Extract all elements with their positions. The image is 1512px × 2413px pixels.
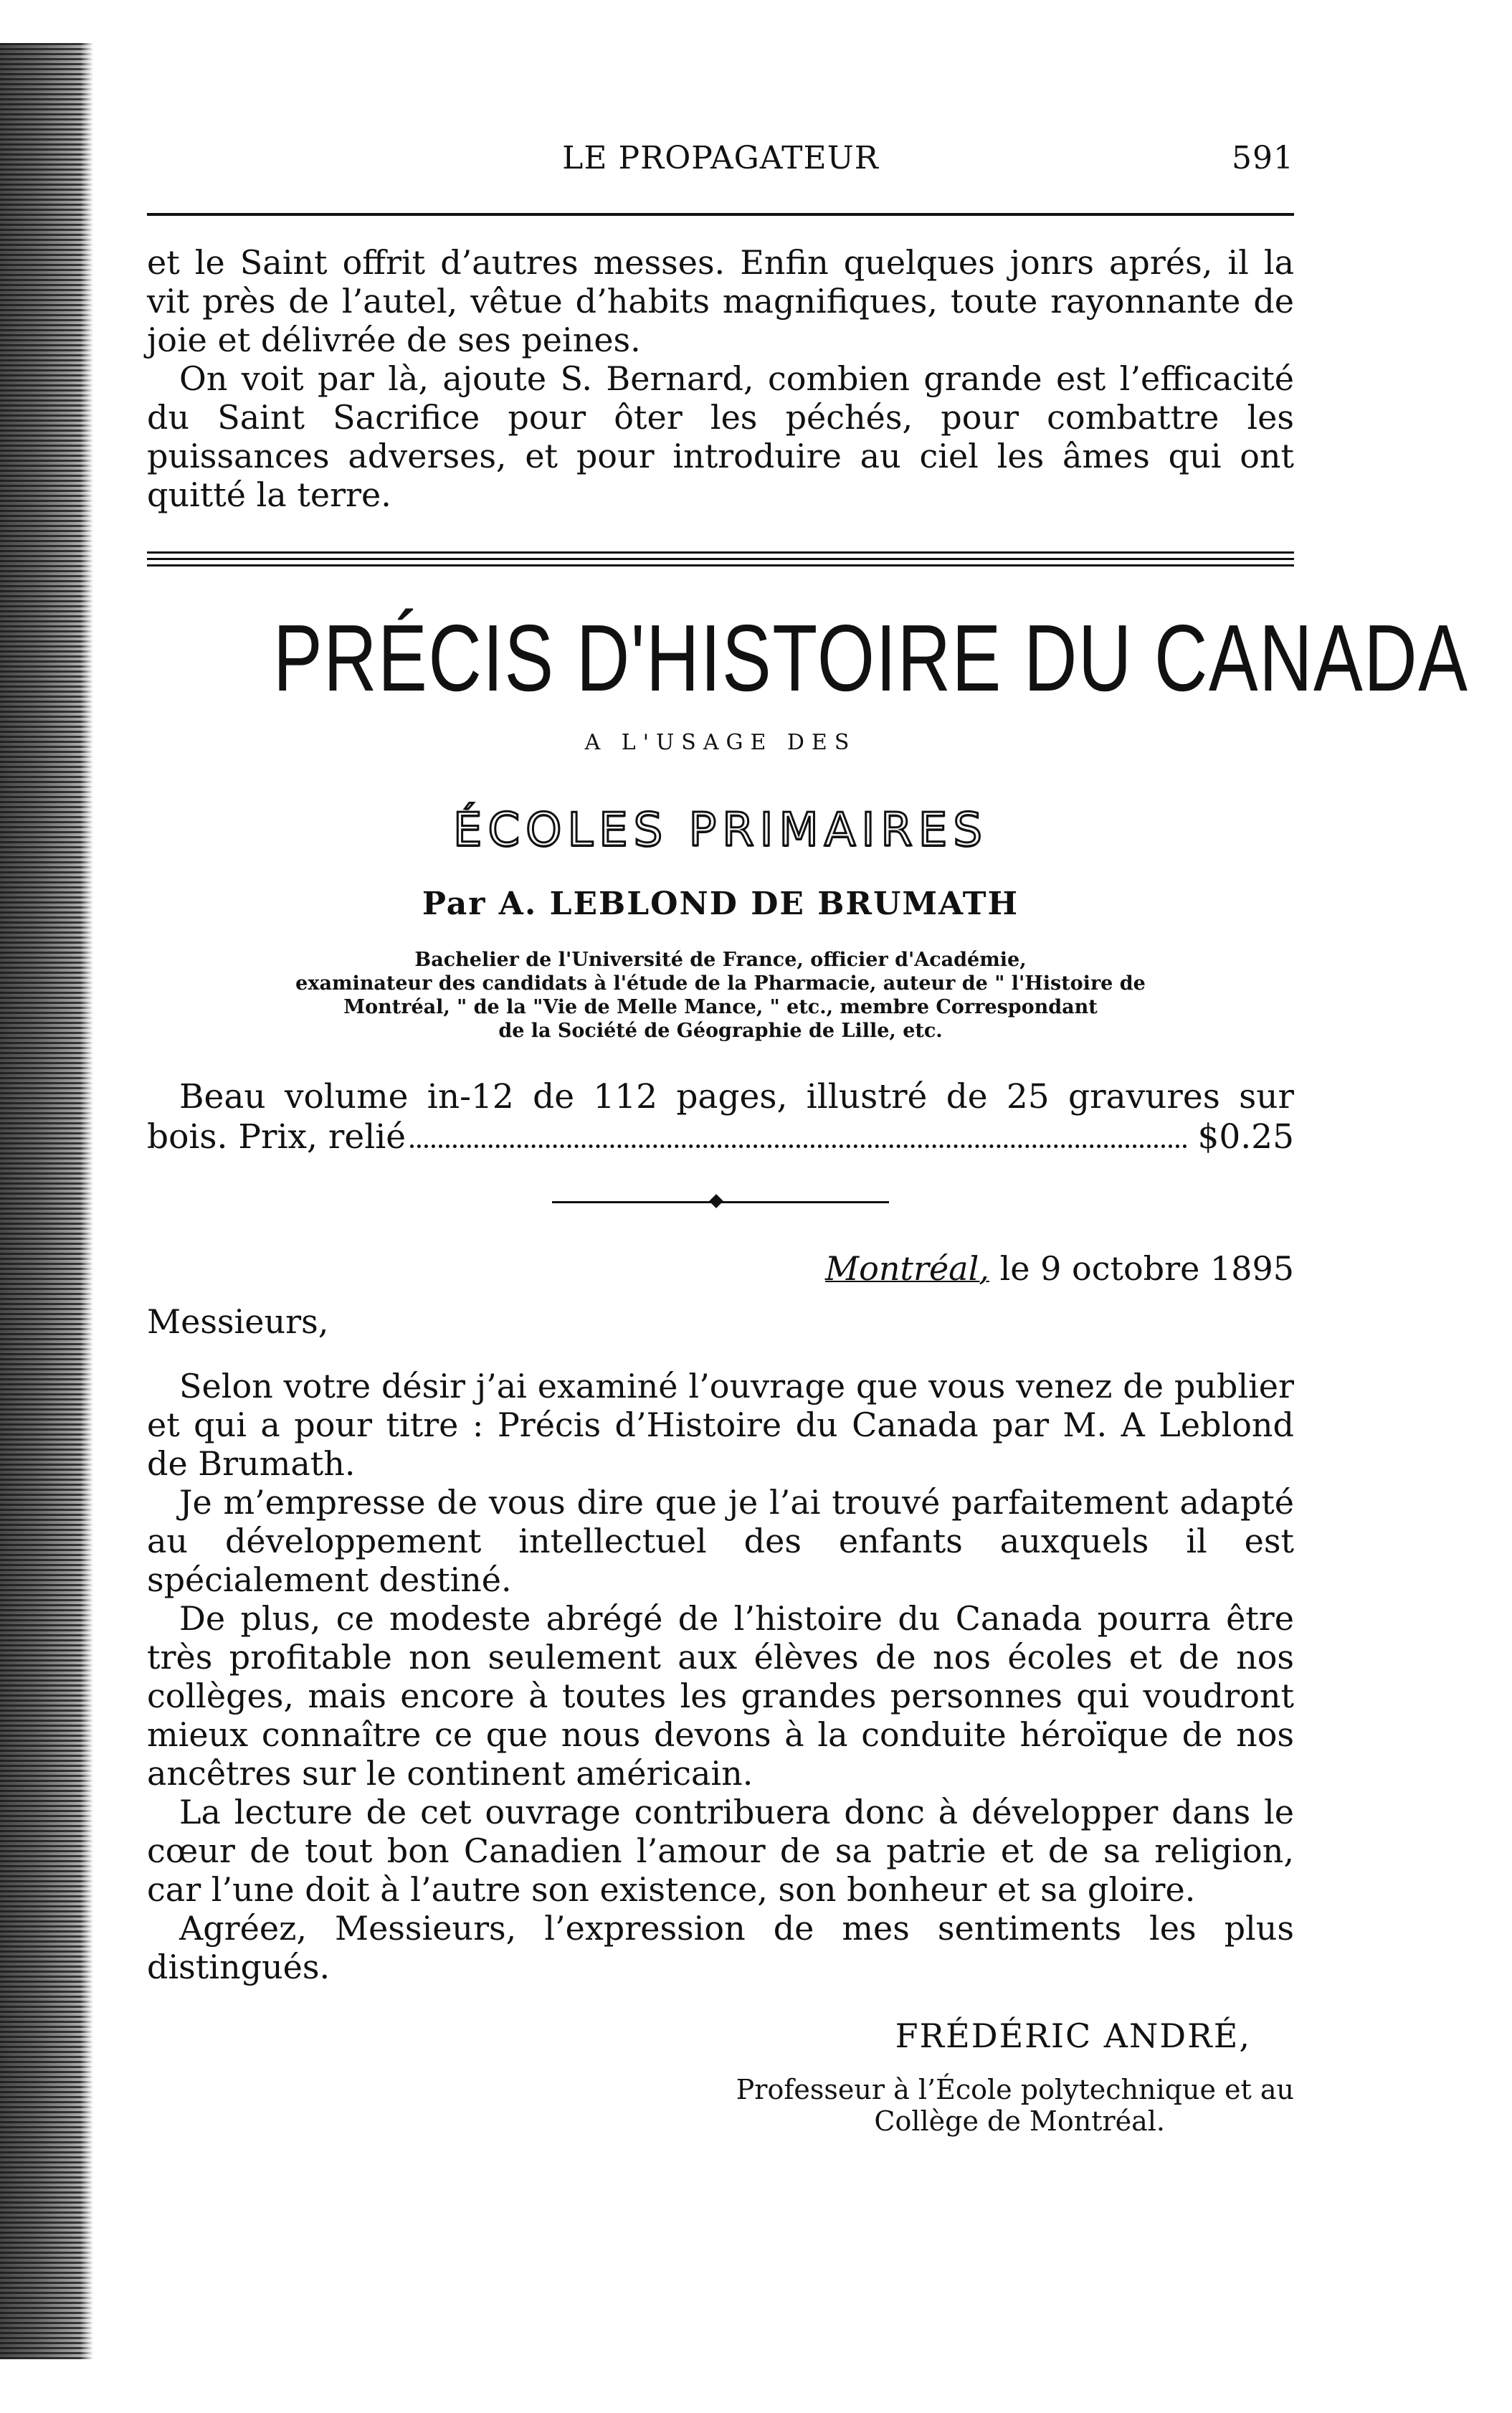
intro-paragraph: et le Saint offrit d’autres messes. Enfin quelques jonrs aprés, il la vit près de l’autel, vêtue d’habits magnifiques, toute rayonnante de joie et délivrée de ses peines. [147, 243, 1294, 359]
letter-date: le 9 octobre 1895 [999, 1249, 1294, 1288]
signature-title-line: Professeur à l’École polytechnique et au [736, 2074, 1294, 2105]
intro-paragraph: On voit par là, ajoute S. Bernard, combien grande est l’efficacité du Saint Sacrifice pour ôter les péchés, pour combattre les puissances adverses, et pour introduire au ciel les âmes qui ont quitté la terre. [147, 359, 1294, 514]
signature-title [147, 2074, 1294, 2137]
credential-line: Bachelier de l'Université de France, officier d'Académie, [414, 949, 1027, 971]
diamond-icon [709, 1194, 723, 1208]
letter-paragraph: La lecture de cet ouvrage contribuera donc à développer dans le cœur de tout bon Canadien l’amour de sa patrie et de sa religion, car l’une doit à l’autre son existence, son bonheur et sa gloire. [147, 1793, 1294, 1909]
letter-paragraph: Je m’empresse de vous dire que je l’ai trouvé parfaitement adapté au développement intellectuel des enfants auxquels il est spécialement destiné. [147, 1483, 1294, 1599]
letter-paragraph: De plus, ce modeste abrégé de l’histoire du Canada pourra être très profitable non seulement aux élèves de nos écoles et de nos collèges, mais encore à toutes les grandes personnes qui voudront mieux connaître ce que nous devons à la conduite héroïque de nos ancêtres sur le continent américain. [147, 1599, 1294, 1793]
letter-dateline [147, 1249, 1294, 1288]
price-label: bois. Prix, relié [147, 1117, 406, 1157]
price-line [147, 1117, 1294, 1157]
credential-line: examinateur des candidats à l'étude de la Pharmacie, auteur de " l'Histoire de [295, 972, 1146, 995]
letter-salutation: Messieurs, [147, 1302, 329, 1341]
advert-title: PRÉCIS D'HISTOIRE DU CANADA [273, 605, 1469, 711]
author-credentials [147, 948, 1294, 1043]
letter-paragraph: Agréez, Messieurs, l’expression de mes sentiments les plus distingués. [147, 1909, 1294, 1986]
section-divider [147, 551, 1294, 566]
header-rule [147, 213, 1294, 216]
credential-line: de la Société de Géographie de Lille, etc. [498, 1020, 943, 1042]
running-head [147, 140, 1294, 190]
advert-schools-heading: ÉCOLES PRIMAIRES [453, 804, 988, 857]
dot-leader [410, 1144, 1187, 1148]
advert-author: Par A. LEBLOND DE BRUMATH [422, 886, 1019, 922]
letter-signature: FRÉDÉRIC ANDRÉ, [895, 2016, 1251, 2055]
letter-paragraph: Selon votre désir j’ai examiné l’ouvrage que vous venez de publier et qui a pour titre : Précis d’Histoire du Canada par M. A Leblond de Brumath. [147, 1367, 1294, 1483]
intro-text [147, 243, 1294, 514]
running-title: LE PROPAGATEUR [562, 140, 879, 176]
ornament-divider [552, 1195, 889, 1209]
price-value: $0.25 [1197, 1117, 1294, 1157]
letter-body [147, 1367, 1294, 1986]
credential-line: Montréal, " de la "Vie de Melle Mance, " etc., membre Correspondant [343, 996, 1098, 1018]
letter-place: Montréal, [825, 1249, 989, 1288]
volume-description [147, 1077, 1294, 1157]
page-number: 591 [1232, 140, 1294, 176]
volume-text: Beau volume in-12 de 112 pages, illustré de 25 gravures sur [179, 1077, 1294, 1117]
book-page [147, 140, 1469, 2137]
signature-title-line: Collège de Montréal. [874, 2105, 1165, 2137]
advert-usage-line: A L'USAGE DES [584, 730, 857, 755]
book-binding-edge [0, 43, 93, 2359]
